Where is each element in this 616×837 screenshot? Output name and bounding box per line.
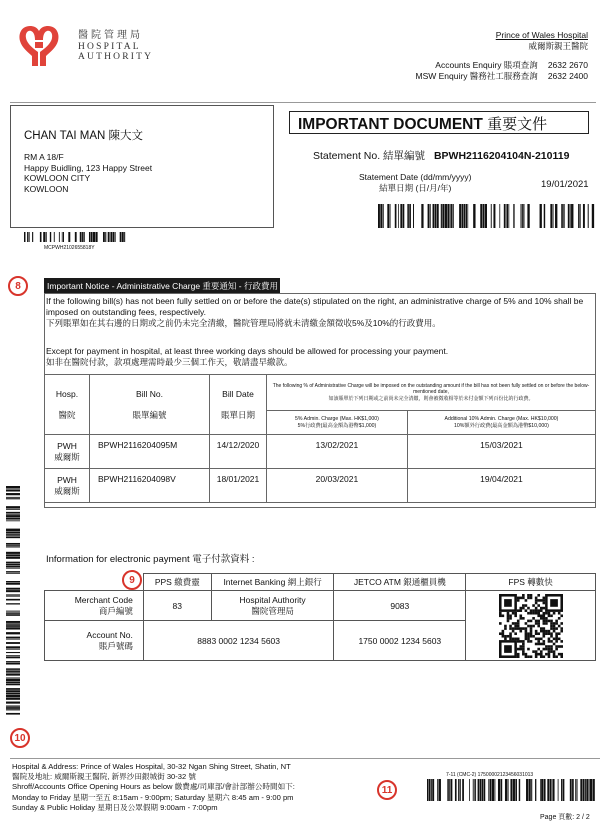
notice-para1-zh: 下列賬單如在其右邊的日期或之前仍未完全清繳，醫院管理局將就未清繳金額徵收5%及10%的行政費用。 (46, 318, 441, 329)
row2-hosp-zh: 威爾斯 (54, 485, 80, 496)
footer-hours-weekday: Monday to Friday 星期一至五 8:15am - 9:00pm; Saturday 星期六 8:45 am - 9:00 pm (12, 792, 294, 802)
accounts-enquiry-label: Accounts Enquiry 賬項查詢 (435, 60, 538, 70)
footer-address-zh: 醫院及地址: 威爾斯親王醫院, 新界沙田銀城街 30-32 號 (12, 772, 196, 782)
merchant-ib-en: Hospital Authority (239, 595, 306, 606)
notice-para2-zh: 如非在醫院付款，款項處理需時最少三個工作天，敬請盡早繳款。 (46, 357, 293, 368)
statement-barcode (378, 204, 596, 228)
account-jetco: 1750 0002 1234 5603 (334, 621, 466, 661)
row1-hosp-en: PWH (57, 440, 77, 451)
col-5pct-en: 5% Admin. Charge (Max. HK$1,000) (295, 416, 379, 422)
footer-barcode (427, 779, 597, 801)
col-bill-no (90, 375, 210, 435)
side-barcode (6, 486, 20, 716)
merchant-ib-zh: 醫院管理局 (251, 605, 294, 616)
msw-enquiry-phone: 2632 2400 (547, 71, 588, 82)
col-bill-no-en: Bill No. (136, 388, 163, 399)
col-hosp (45, 375, 90, 435)
admin-note-zh: 如該賬單於下列日期或之前尚未完全清繳，則會被徵收相等於未付金額下列百份比的行政費。 (328, 395, 534, 402)
statement-date-value: 19/01/2021 (541, 179, 589, 190)
logo-en-hospital: HOSPITAL (78, 41, 141, 52)
hospital-name-zh: 威爾斯親王醫院 (528, 40, 588, 51)
footer-hours-holiday: Sunday & Public Holiday 星期日及公眾假期 9:00am - 7:00pm (12, 802, 218, 812)
important-document-en: IMPORTANT DOCUMENT (298, 116, 483, 133)
statement-number-label: Statement No. 結單編號 (313, 150, 426, 162)
important-document-zh: 重要文件 (487, 116, 548, 133)
row1-bill-date: 14/12/2020 (210, 435, 267, 469)
admin-note-en: The following % of Administrative Charge will be imposed on the outstanding amount if the bill has not been fully settled on or before the below-mentioned date, (272, 383, 590, 396)
address-line-4: KOWLOON (24, 183, 69, 194)
row1-hosp-zh: 威爾斯 (54, 451, 80, 462)
mail-barcode-text: MCPWH2102655818Y (44, 245, 95, 251)
marker-10: 10 (10, 728, 30, 748)
col-bill-no-zh: 賬單編號 (132, 409, 167, 420)
notice-para1-en: If the following bill(s) has not been fully settled on or before the date(s) stipulated on the right, an administrative charge of 5% and 10% shall be imposed on outstanding fees, respectively. (46, 296, 584, 318)
statement-date-label-en: Statement Date (dd/mm/yyyy) (359, 172, 472, 182)
logo-wordmark (78, 30, 153, 63)
row1-hosp (45, 435, 90, 469)
col-fps: FPS 轉數快 (466, 574, 596, 591)
hospital-authority-logo-icon (16, 22, 62, 68)
merchant-code-row (45, 591, 596, 621)
statement-number (313, 148, 569, 163)
account-pps-ib: 8883 0002 1234 5603 (143, 621, 334, 661)
statement-date-label (359, 172, 471, 193)
col-bill-date-zh: 賬單日期 (220, 409, 255, 420)
hospital-name-block (496, 30, 588, 51)
accounts-enquiry-phone: 2632 2670 (547, 60, 588, 70)
payment-header-row (45, 574, 596, 591)
charges-header-row (45, 375, 596, 411)
fps-qr-code-icon (499, 594, 563, 658)
statement-date-label-zh: 結單日期 (日/月/年) (379, 182, 452, 193)
footer-barcode-code: 7-11 (CMC-2) 17500002123456031013 (446, 772, 534, 778)
page-number: Page 頁數: 2 / 2 (540, 814, 590, 821)
account-label-en: Account No. (86, 630, 133, 641)
notice-paragraph-2 (46, 346, 591, 368)
payment-corner (45, 574, 144, 591)
notice-para2-en: Except for payment in hospital, at least three working days should be allowed for processing your payment. (46, 346, 449, 356)
footer-hours-title: Shroff/Accounts Office Opening Hours as below 繳費處/司庫部/會計部辦公時間如下: (12, 782, 295, 792)
marker-8: 8 (8, 276, 28, 296)
account-label-zh: 賬戶號碼 (98, 640, 133, 651)
row2-hosp (45, 469, 90, 503)
admin-charge-table (44, 374, 596, 503)
row1-bill-no: BPWH2116204095M (90, 435, 210, 469)
col-bill-date-en: Bill Date (222, 388, 254, 399)
merchant-label-zh: 商戶編號 (98, 605, 133, 616)
statement-number-value: BPWH2116204104N-210119 (433, 150, 570, 162)
logo-en-authority: AUTHORITY (78, 52, 154, 63)
address-line-3: KOWLOON CITY (24, 173, 91, 184)
row2-date-10pct: 19/04/2021 (407, 469, 595, 503)
row2-date-5pct: 20/03/2021 (267, 469, 408, 503)
footer-address-en: Hospital & Address: Prince of Wales Hospital, 30-32 Ngan Shing Street, Shatin, NT (12, 762, 291, 771)
row1-date-10pct: 15/03/2021 (407, 435, 595, 469)
mail-barcode (24, 232, 128, 242)
merchant-jetco: 9083 (334, 591, 466, 621)
col-10pct-zh: 10%額外行政費(最高金額為港幣$10,000) (454, 422, 549, 429)
col-jetco: JETCO ATM 銀通櫃員機 (334, 574, 466, 591)
payment-table (44, 573, 596, 661)
marker-11: 11 (377, 780, 397, 800)
row2-bill-date: 18/01/2021 (210, 469, 267, 503)
merchant-ib (211, 591, 334, 621)
row2-hosp-en: PWH (57, 474, 77, 485)
hospital-name-en: Prince of Wales Hospital (495, 30, 588, 40)
recipient-address (24, 152, 152, 195)
payment-info-title: Information for electronic payment 電子付款資料 : (46, 554, 255, 565)
fps-qr-cell (466, 591, 596, 661)
col-5pct (267, 411, 408, 435)
table-row (45, 469, 596, 503)
col-10pct-en: Additional 10% Admin. Charge (Max. HK$10,000) (444, 416, 559, 422)
row2-bill-no: BPWH2116204098V (90, 469, 210, 503)
col-pps: PPS 繳費靈 (143, 574, 211, 591)
merchant-label (45, 591, 144, 621)
col-admin-note (267, 375, 596, 411)
merchant-pps: 83 (143, 591, 211, 621)
address-line-1: RM A 18/F (24, 152, 64, 162)
col-bill-date (210, 375, 267, 435)
important-document-title (289, 111, 589, 134)
footer-info (12, 762, 295, 813)
msw-enquiry-label: MSW Enquiry 醫務社工服務查詢 (415, 71, 538, 82)
merchant-label-en: Merchant Code (74, 595, 133, 606)
recipient-name: CHAN TAI MAN 陳大文 (24, 130, 144, 142)
col-hosp-zh: 醫院 (58, 409, 76, 420)
footer-divider (10, 758, 600, 759)
address-line-2: Happy Buidling, 123 Happy Street (24, 162, 153, 173)
col-5pct-zh: 5%行政費(最高金額為港幣$1,000) (297, 422, 377, 429)
col-10pct (407, 411, 595, 435)
table-row (45, 435, 596, 469)
row1-date-5pct: 13/02/2021 (267, 435, 408, 469)
col-hosp-en: Hosp. (55, 388, 79, 399)
marker-9: 9 (122, 570, 142, 590)
account-label (45, 621, 144, 661)
notice-heading: Important Notice - Administrative Charge 重要通知 - 行政費用 (44, 278, 280, 293)
enquiry-block (415, 60, 588, 82)
notice-paragraph-1 (46, 296, 591, 329)
logo-zh: 醫院管理局 (78, 30, 143, 41)
col-internet-banking: Internet Banking 網上銀行 (211, 574, 334, 591)
header-divider (10, 102, 596, 103)
